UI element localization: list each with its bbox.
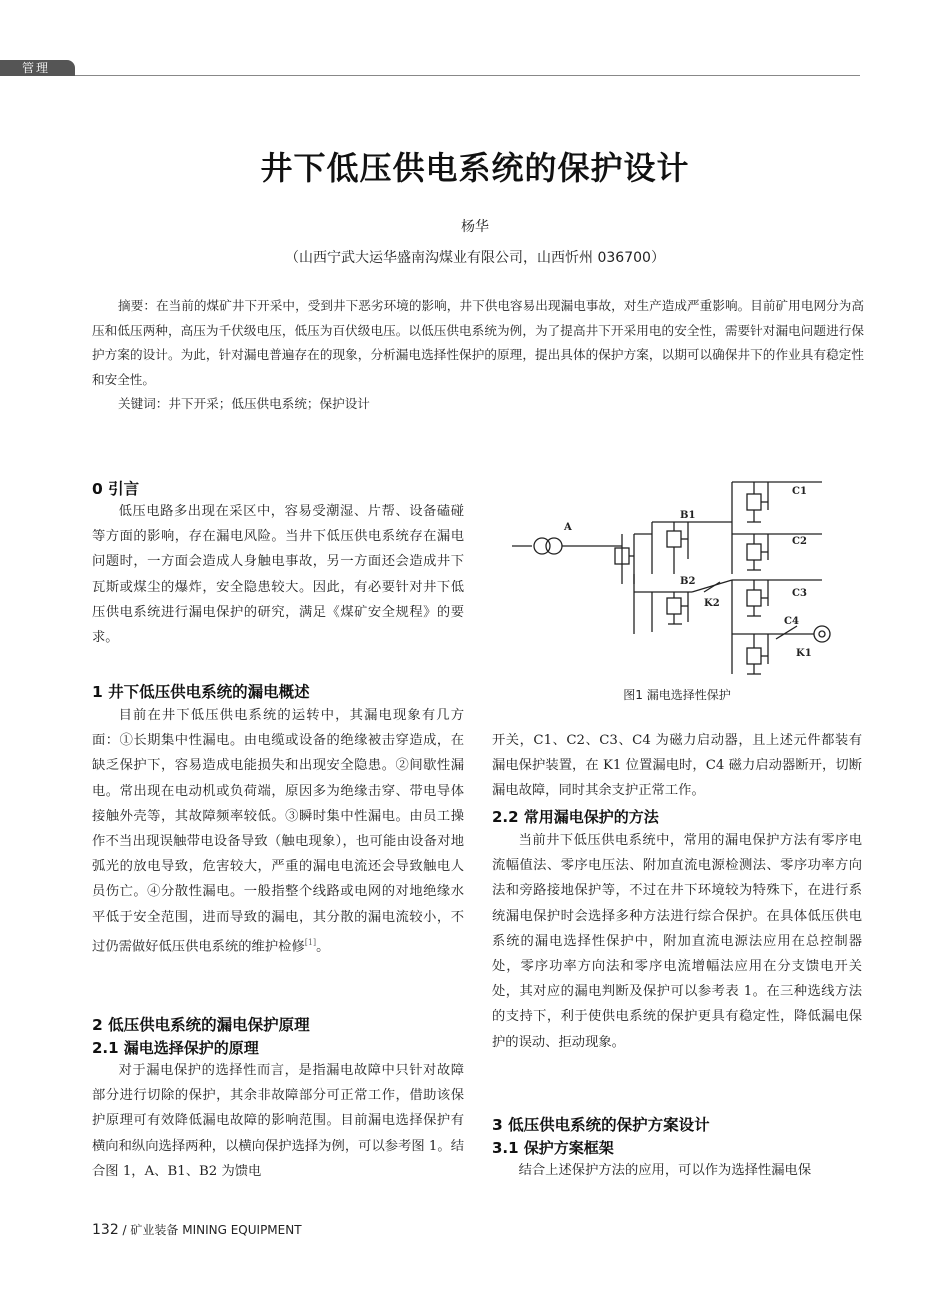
transformer-coil-2: [546, 538, 562, 554]
motor-outer: [814, 626, 830, 642]
header-rule: [75, 75, 860, 76]
label-B2: B2: [680, 576, 696, 587]
label-A: A: [564, 522, 572, 533]
label-C2: C2: [792, 536, 807, 547]
label-C3: C3: [792, 588, 807, 599]
section-1-paragraph: [92, 703, 464, 959]
label-K1: K1: [796, 648, 812, 659]
section-1-text-end: 。: [316, 939, 330, 955]
journal-name: / 矿业装备 MINING EQUIPMENT: [118, 1223, 302, 1237]
abstract-text: 在当前的煤矿井下开采中，受到井下恶劣环境的影响，井下供电容易出现漏电事故，对生产造成严重影响。目前矿用电网分为高压和低压两种，高压为千伏级电压，低压为百伏级电压。以低压供电系统为例，为了提高井下开采用电的安全性，需要针对漏电问题进行保护方案的设计。为此，针对漏电普遍存在的现象，分析漏电选择性保护的原理，提出具体的保护方案，以期可以确保井下的作业具有稳定性和安全性。: [92, 298, 865, 387]
figure-1-caption: 图1 漏电选择性保护: [623, 688, 731, 702]
keywords-label: 关键词：: [118, 396, 169, 411]
section-1-heading: 1 井下低压供电系统的漏电概述: [92, 683, 310, 701]
citation-ref: [1]: [304, 937, 317, 947]
page-footer: [92, 1221, 302, 1238]
motor-inner: [819, 631, 825, 637]
affiliation: （山西宁武大运华盛南沟煤业有限公司，山西忻州 036700）: [285, 250, 665, 266]
starter-c3-box: [747, 590, 761, 606]
section-1-text: 目前在井下低压供电系统的运转中，其漏电现象有几方面：①长期集中性漏电。由电缆或设备的绝缘被击穿造成，在缺乏保护下，容易造成电能损失和出现安全隐患。②间歇性漏电。常出现在电动机或负荷端，原因多为绝缘击穿、带电导体接触外壳等，其故障频率较低。③瞬时集中性漏电。由员工操作不当出现误触带电设备导致（触电现象），也可能由设备对地弧光的放电导致，危害较大，严重的漏电电流还会导致触电人员伤亡。④分散性漏电。一般指整个线路或电网的对地绝缘水平低于安全范围，进而导致的漏电，其分散的漏电流较小，不过仍需做好低压供电系统的维护检修: [92, 708, 464, 955]
section-0-heading: 0 引言: [92, 480, 140, 498]
starter-c4-box: [747, 648, 761, 664]
section-tab: 管理: [0, 60, 75, 76]
figure-1-circuit: [492, 474, 864, 682]
section-3-1-paragraph: 结合上述保护方法的应用，可以作为选择性漏电保: [518, 1163, 812, 1178]
label-C1: C1: [792, 486, 807, 497]
section-2-2-paragraph: 当前井下低压供电系统中，常用的漏电保护方法有零序电流幅值法、零序电压法、附加直流电源检测法、零序功率方向法和旁路接地保护等，不过在井下环境较为特殊下，在进行系统漏电保护时会选择多种方法进行综合保护。在具体低压供电系统的漏电选择性保护中，附加直流电源法应用在总控制器处，零序功率方向法和零序电流增幅法应用在分支馈电开关处，其对应的漏电判断及保护可以参考表 1。在三种选线方法的支持下，利于使供电系统的保护更具有稳定性，降低漏电保护的误动、拒动现象。: [492, 833, 862, 1050]
switch-b2-box: [667, 598, 681, 614]
switch-b1-box: [667, 531, 681, 547]
section-3-heading: 3 低压供电系统的保护方案设计: [492, 1116, 710, 1134]
section-2-1-continuation: 开关，C1、C2、C3、C4 为磁力启动器，且上述元件都装有漏电保护装置，在 K1 位置漏电时，C4 磁力启动器断开，切断漏电故障，同时其余支护正常工作。: [492, 733, 862, 799]
article-title: 井下低压供电系统的保护设计: [260, 149, 690, 187]
section-2-1-heading: 2.1 漏电选择保护的原理: [92, 1039, 259, 1057]
abstract: [92, 294, 864, 392]
author: 杨华: [461, 219, 489, 235]
section-3-1-heading: 3.1 保护方案框架: [492, 1139, 614, 1157]
section-0-paragraph: 低压电路多出现在采区中，容易受潮湿、片帮、设备磕碰等方面的影响，存在漏电风险。当井下低压供电系统存在漏电问题时，一方面会造成人身触电事故，另一方面还会造成井下瓦斯或煤尘的爆炸，安全隐患较大。因此，有必要针对井下低压供电系统进行漏电保护的研究，满足《煤矿安全规程》的要求。: [92, 504, 464, 646]
keywords: [118, 393, 370, 412]
abstract-label: 摘要：: [118, 298, 156, 313]
page-number: 132: [92, 1222, 119, 1238]
starter-c1-box: [747, 494, 761, 510]
keywords-text: 井下开采；低压供电系统；保护设计: [168, 396, 370, 411]
starter-c2-box: [747, 544, 761, 560]
label-C4: C4: [784, 616, 799, 627]
section-2-2-heading: 2.2 常用漏电保护的方法: [492, 808, 659, 826]
label-B1: B1: [680, 510, 696, 521]
section-2-heading: 2 低压供电系统的漏电保护原理: [92, 1016, 310, 1034]
section-2-1-paragraph: 对于漏电保护的选择性而言，是指漏电故障中只针对故障部分进行切除的保护，其余非故障部分可正常工作，借助该保护原理可有效降低漏电故障的影响范围。目前漏电选择保护有横向和纵向选择两种，以横向保护选择为例，可以参考图 1。结合图 1，A、B1、B2 为馈电: [92, 1063, 464, 1179]
label-K2: K2: [704, 598, 720, 609]
